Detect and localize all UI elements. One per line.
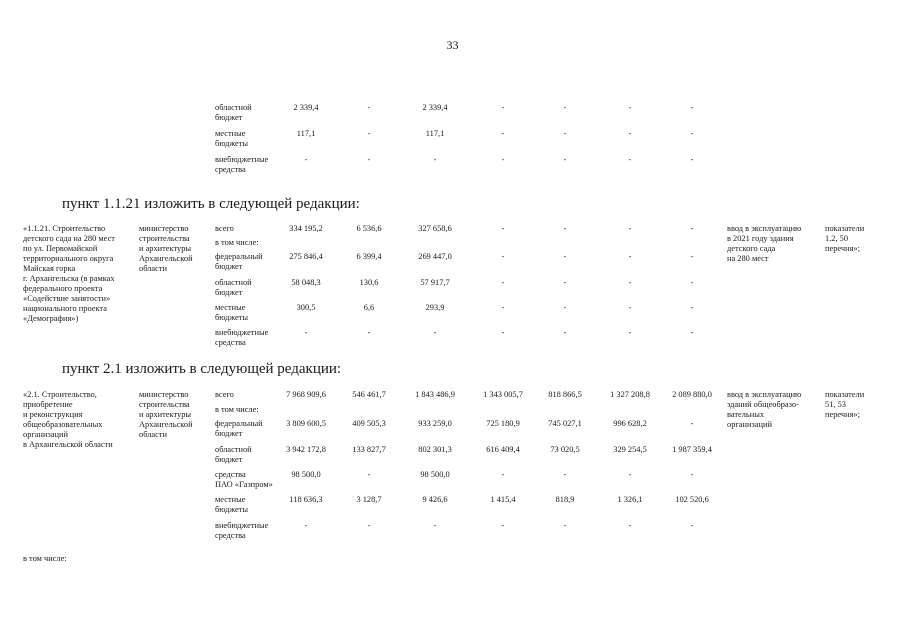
cell-value: 1 343 005,7: [483, 390, 523, 399]
indicators-text: показатели 1.2, 50 перечня»;: [825, 224, 865, 253]
row-label: местные бюджеты: [215, 129, 249, 148]
cell-value: -: [563, 470, 567, 479]
cell-value: -: [367, 470, 371, 479]
row-label: внебюджетные средства: [215, 521, 269, 540]
cell-value: -: [690, 278, 694, 287]
section-heading: пункт 1.1.21 изложить в следующей редакции:: [62, 196, 360, 212]
cell-value: 300,5: [296, 303, 316, 312]
cell-value: -: [690, 328, 694, 337]
cell-value: -: [367, 521, 371, 530]
cell-value: -: [501, 155, 505, 164]
cell-value: -: [563, 521, 567, 530]
row-label: областной бюджет: [215, 103, 252, 122]
cell-value: -: [563, 278, 567, 287]
cell-value: 1 327 208,8: [610, 390, 650, 399]
cell-value: -: [563, 103, 567, 112]
row-label: областной бюджет: [215, 278, 252, 297]
cell-value: 802 301,3: [418, 445, 452, 454]
row-label: всего: [215, 390, 234, 399]
cell-value: 1 326,1: [617, 495, 643, 504]
row-label: всего: [215, 224, 234, 233]
cell-value: -: [304, 155, 308, 164]
cell-value: -: [690, 470, 694, 479]
cell-value: -: [501, 278, 505, 287]
cell-value: 269 447,0: [418, 252, 452, 261]
cell-value: 9 426,6: [422, 495, 448, 504]
row-label: местные бюджеты: [215, 495, 249, 514]
page-number: 33: [446, 38, 459, 52]
row-label: федеральный бюджет: [215, 419, 263, 438]
row-label: федеральный бюджет: [215, 252, 263, 271]
cell-value: 745 027,1: [548, 419, 582, 428]
cell-value: -: [501, 470, 505, 479]
cell-value: 409 505,3: [352, 419, 386, 428]
cell-value: -: [563, 224, 567, 233]
cell-value: 818,9: [555, 495, 575, 504]
cell-value: -: [690, 419, 694, 428]
row-label: местные бюджеты: [215, 303, 249, 322]
cell-value: -: [690, 224, 694, 233]
cell-value: -: [628, 155, 632, 164]
project-name: «2.1. Строительство, приобретение и реконструкция общеобразовательных организаций в Архангельской области: [23, 390, 113, 449]
cell-value: 818 866,5: [548, 390, 582, 399]
row-label: областной бюджет: [215, 445, 252, 464]
section-heading: пункт 2.1 изложить в следующей редакции:: [62, 361, 342, 377]
cell-value: 3 128,7: [356, 495, 382, 504]
cell-value: -: [628, 303, 632, 312]
executor: министерство строительства и архитектуры Архангельской области: [139, 390, 193, 439]
cell-value: 57 917,7: [420, 278, 450, 287]
cell-value: 102 520,6: [675, 495, 709, 504]
cell-value: -: [690, 252, 694, 261]
cell-value: 3 809 600,5: [286, 419, 326, 428]
cell-value: -: [690, 303, 694, 312]
cell-value: 2 339,4: [293, 103, 319, 112]
cell-value: -: [628, 224, 632, 233]
cell-value: 996 628,2: [613, 419, 647, 428]
row-label: средства ПАО «Газпром»: [215, 470, 273, 489]
cell-value: -: [690, 155, 694, 164]
cell-value: -: [433, 521, 437, 530]
cell-value: 118 636,3: [289, 495, 323, 504]
indicators-text: показатели 51, 53 перечня»;: [825, 390, 865, 419]
cell-value: -: [628, 470, 632, 479]
cell-value: -: [433, 155, 437, 164]
cell-value: -: [563, 155, 567, 164]
cell-value: 2 089 880,0: [672, 390, 712, 399]
cell-value: 3 942 172,8: [286, 445, 326, 454]
cell-value: 546 461,7: [352, 390, 386, 399]
cell-value: 7 968 909,6: [286, 390, 326, 399]
cell-value: -: [501, 303, 505, 312]
executor: министерство строительства и архитектуры Архангельской области: [139, 224, 193, 273]
result-text: ввод в эксплуатацию в 2021 году здания детского сада на 280 мест: [727, 224, 802, 263]
cell-value: 98 500,0: [420, 470, 450, 479]
cell-value: 117,1: [296, 129, 316, 138]
cell-value: 293,9: [425, 303, 445, 312]
footer-text: в том числе:: [23, 554, 67, 563]
cell-value: -: [563, 252, 567, 261]
cell-value: -: [501, 129, 505, 138]
cell-value: 1 987 359,4: [672, 445, 712, 454]
cell-value: 725 180,9: [486, 419, 520, 428]
cell-value: 6 536,6: [356, 224, 382, 233]
cell-value: 98 500,0: [291, 470, 321, 479]
cell-value: -: [367, 103, 371, 112]
cell-value: -: [501, 103, 505, 112]
cell-value: -: [304, 328, 308, 337]
cell-value: 275 846,4: [289, 252, 323, 261]
cell-value: 130,6: [359, 278, 379, 287]
cell-value: 1 415,4: [490, 495, 516, 504]
cell-value: -: [628, 252, 632, 261]
cell-value: -: [433, 328, 437, 337]
cell-value: 334 195,2: [289, 224, 323, 233]
cell-value: -: [628, 328, 632, 337]
row-label: внебюджетные средства: [215, 155, 269, 174]
cell-value: -: [690, 103, 694, 112]
cell-value: -: [367, 328, 371, 337]
cell-value: 58 048,3: [291, 278, 321, 287]
cell-value: -: [628, 103, 632, 112]
cell-value: -: [367, 129, 371, 138]
cell-value: -: [628, 521, 632, 530]
cell-value: -: [563, 129, 567, 138]
cell-value: 327 658,6: [418, 224, 452, 233]
cell-value: 6,6: [363, 303, 375, 312]
cell-value: 73 020,5: [550, 445, 580, 454]
cell-value: -: [628, 278, 632, 287]
cell-value: -: [690, 521, 694, 530]
cell-value: -: [563, 328, 567, 337]
cell-value: 117,1: [425, 129, 445, 138]
result-text: ввод в эксплуатацию зданий общеобразо- вательных организаций: [727, 390, 802, 429]
row-label: в том числе:: [215, 238, 259, 247]
row-label: внебюджетные средства: [215, 328, 269, 347]
cell-value: -: [628, 129, 632, 138]
cell-value: -: [501, 328, 505, 337]
cell-value: -: [563, 303, 567, 312]
cell-value: 2 339,4: [422, 103, 448, 112]
cell-value: 6 399,4: [356, 252, 382, 261]
row-label: в том числе:: [215, 405, 259, 414]
cell-value: -: [501, 252, 505, 261]
cell-value: -: [501, 521, 505, 530]
cell-value: -: [367, 155, 371, 164]
cell-value: 616 409,4: [486, 445, 520, 454]
project-name: «1.1.21. Строительство детского сада на 280 мест по ул. Первомайской территориального округа Майская горка г. Архангельска (в рамках федерального проекта «Содействие занятости» национального проекта «Демография»): [23, 224, 115, 323]
cell-value: -: [501, 224, 505, 233]
cell-value: 1 843 486,9: [415, 390, 455, 399]
cell-value: 933 259,0: [418, 419, 452, 428]
cell-value: 133 827,7: [352, 445, 386, 454]
cell-value: -: [304, 521, 308, 530]
cell-value: -: [690, 129, 694, 138]
cell-value: 329 254,5: [613, 445, 647, 454]
